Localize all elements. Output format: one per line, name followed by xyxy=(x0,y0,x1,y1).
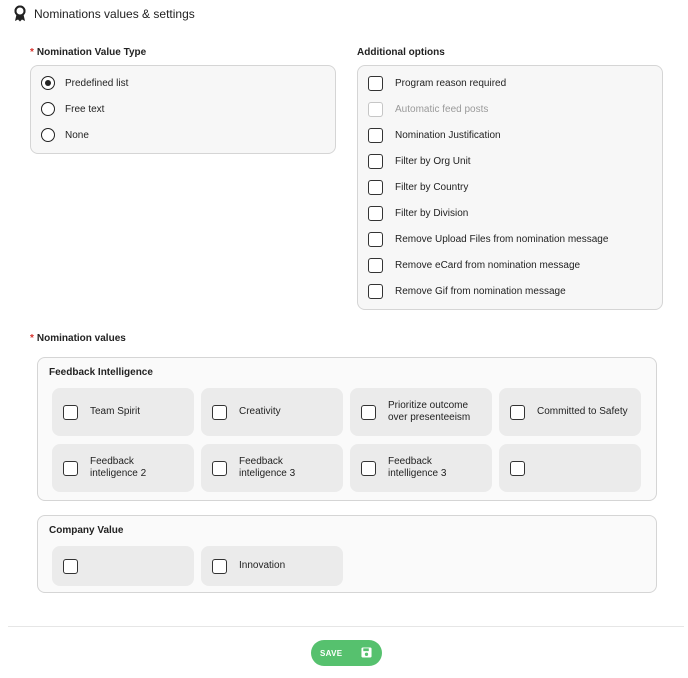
checkbox[interactable] xyxy=(63,405,78,420)
checkbox[interactable] xyxy=(212,461,227,476)
option-remove-ecard[interactable] xyxy=(368,256,580,274)
value-label: Prioritize outcome over presenteeism xyxy=(388,400,471,423)
checkbox[interactable] xyxy=(368,128,383,143)
value-tile-team-spirit[interactable] xyxy=(52,388,194,436)
radio-button[interactable] xyxy=(41,102,55,116)
value-label: Committed to Safety xyxy=(537,406,628,417)
checkbox[interactable] xyxy=(368,76,383,91)
value-tile-empty[interactable] xyxy=(52,546,194,586)
value-label: Feedback inteligence 3 xyxy=(239,456,296,479)
save-label: SAVE xyxy=(320,648,343,658)
option-label: Remove eCard from nomination message xyxy=(395,259,581,271)
value-tile-feedback-inteligence-3[interactable] xyxy=(201,444,343,492)
value-label: Innovation xyxy=(239,560,286,571)
checkbox[interactable] xyxy=(510,461,525,476)
radio-button[interactable] xyxy=(41,76,55,90)
value-tile-committed-to-safety[interactable] xyxy=(499,388,641,436)
award-icon xyxy=(12,5,28,23)
value-tile-creativity[interactable] xyxy=(201,388,343,436)
option-label: Nomination Justification xyxy=(395,129,501,141)
nomination-values-label: Nomination values xyxy=(36,333,126,344)
checkbox[interactable] xyxy=(368,284,383,299)
checkbox[interactable] xyxy=(212,559,227,574)
option-filter-country[interactable] xyxy=(368,178,468,196)
radio-label: Free text xyxy=(65,103,105,115)
radio-none[interactable] xyxy=(41,126,89,144)
value-type-heading xyxy=(30,47,146,58)
option-remove-gif[interactable] xyxy=(368,282,566,300)
checkbox[interactable] xyxy=(361,461,376,476)
checkbox[interactable] xyxy=(368,258,383,273)
page-title: Nominations values & settings xyxy=(34,7,195,21)
save-button[interactable] xyxy=(311,640,382,666)
option-label: Automatic feed posts xyxy=(395,103,489,115)
value-label: Team Spirit xyxy=(90,406,141,417)
value-label: Feedback inteligence 2 xyxy=(90,456,147,479)
checkbox[interactable] xyxy=(368,206,383,221)
checkbox[interactable] xyxy=(510,405,525,420)
floppy-disk-icon xyxy=(361,647,372,658)
option-filter-division[interactable] xyxy=(368,204,468,222)
checkbox[interactable] xyxy=(368,180,383,195)
option-automatic-feed-posts xyxy=(368,100,488,118)
radio-free-text[interactable] xyxy=(41,100,104,118)
group-title: Feedback Intelligence xyxy=(49,367,153,378)
checkbox[interactable] xyxy=(63,461,78,476)
additional-options-heading: Additional options xyxy=(357,47,445,58)
option-program-reason-required[interactable] xyxy=(368,74,506,92)
group-title: Company Value xyxy=(49,525,124,536)
option-nomination-justification[interactable] xyxy=(368,126,501,144)
checkbox[interactable] xyxy=(368,154,383,169)
required-mark: * xyxy=(30,47,34,58)
checkbox[interactable] xyxy=(368,232,383,247)
checkbox[interactable] xyxy=(361,405,376,420)
footer-divider xyxy=(8,626,684,627)
checkbox[interactable] xyxy=(212,405,227,420)
value-tile-prioritize-outcome[interactable] xyxy=(350,388,492,436)
value-tile-empty[interactable] xyxy=(499,444,641,492)
value-type-label: Nomination Value Type xyxy=(36,47,147,58)
value-label: Feedback intelligence 3 xyxy=(388,456,447,479)
option-label: Filter by Country xyxy=(395,181,469,193)
value-tile-feedback-inteligence-2[interactable] xyxy=(52,444,194,492)
radio-button[interactable] xyxy=(41,128,55,142)
value-group-company-value xyxy=(37,515,657,593)
option-label: Filter by Division xyxy=(395,207,469,219)
value-group-feedback-intelligence xyxy=(37,357,657,501)
nomination-values-heading xyxy=(30,333,126,344)
option-label: Filter by Org Unit xyxy=(395,155,471,167)
value-tile-feedback-intelligence-3[interactable] xyxy=(350,444,492,492)
option-label: Remove Gif from nomination message xyxy=(395,285,566,297)
checkbox-disabled xyxy=(368,102,383,117)
option-remove-upload-files[interactable] xyxy=(368,230,608,248)
value-type-panel xyxy=(30,65,336,154)
value-tile-innovation[interactable] xyxy=(201,546,343,586)
value-label: Creativity xyxy=(239,406,281,417)
required-mark: * xyxy=(30,333,34,344)
checkbox[interactable] xyxy=(63,559,78,574)
radio-predefined-list[interactable] xyxy=(41,74,128,92)
option-filter-org-unit[interactable] xyxy=(368,152,471,170)
additional-options-panel xyxy=(357,65,663,310)
option-label: Program reason required xyxy=(395,77,507,89)
radio-label: None xyxy=(65,129,89,141)
radio-label: Predefined list xyxy=(65,77,129,89)
option-label: Remove Upload Files from nomination message xyxy=(395,233,609,245)
